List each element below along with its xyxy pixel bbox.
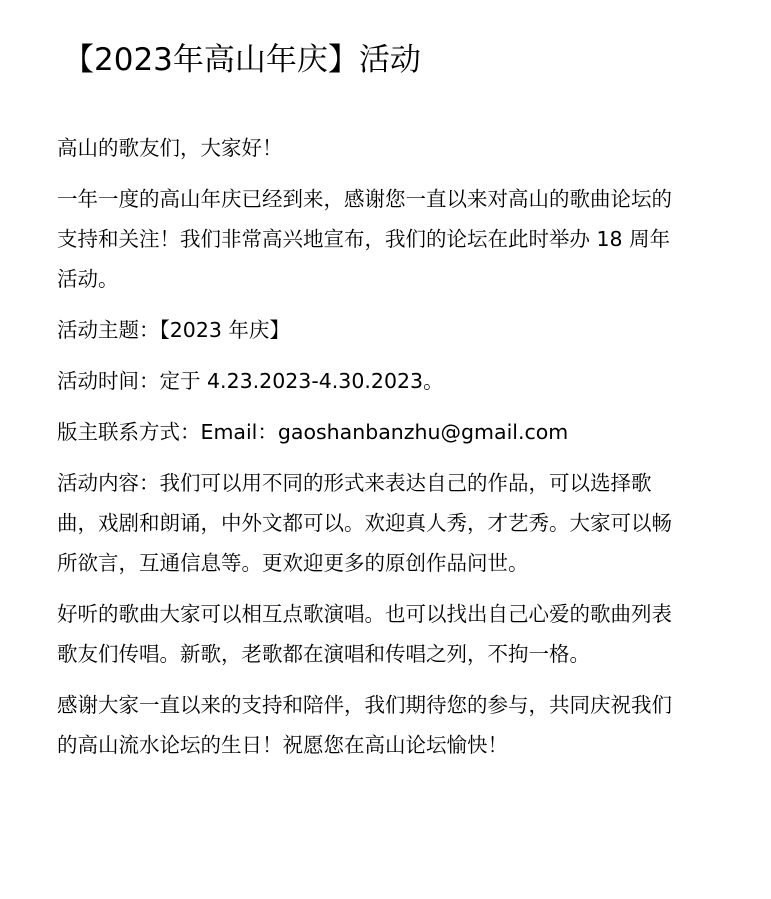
document-body [57, 128, 687, 765]
document-title: 【2023年高山年庆】活动 [63, 42, 421, 78]
closing-paragraph: 感谢大家一直以来的支持和陪伴，我们期待您的参与，共同庆祝我们的高山流水论坛的生日！祝愿您在高山论坛愉快！ [57, 693, 672, 757]
greeting-paragraph: 高山的歌友们，大家好！ [57, 136, 283, 160]
intro-paragraph: 一年一度的高山年庆已经到来，感谢您一直以来对高山的歌曲论坛的支持和关注！我们非常高兴地宣布，我们的论坛在此时举办 18 周年活动。 [57, 187, 672, 291]
event-time-line: 活动时间：定于 4.23.2023-4.30.2023。 [57, 369, 444, 393]
event-theme-line: 活动主题：【2023 年庆】 [57, 318, 290, 342]
song-request-paragraph: 好听的歌曲大家可以相互点歌演唱。也可以找出自己心爱的歌曲列表歌友们传唱。新歌，老歌都在演唱和传唱之列，不拘一格。 [57, 602, 672, 666]
document-page [57, 40, 687, 776]
moderator-contact-line: 版主联系方式：Email：gaoshanbanzhu@gmail.com [57, 420, 569, 444]
event-content-paragraph: 活动内容：我们可以用不同的形式来表达自己的作品，可以选择歌曲，戏剧和朗诵，中外文都可以。欢迎真人秀，才艺秀。大家可以畅所欲言，互通信息等。更欢迎更多的原创作品问世。 [57, 471, 672, 575]
